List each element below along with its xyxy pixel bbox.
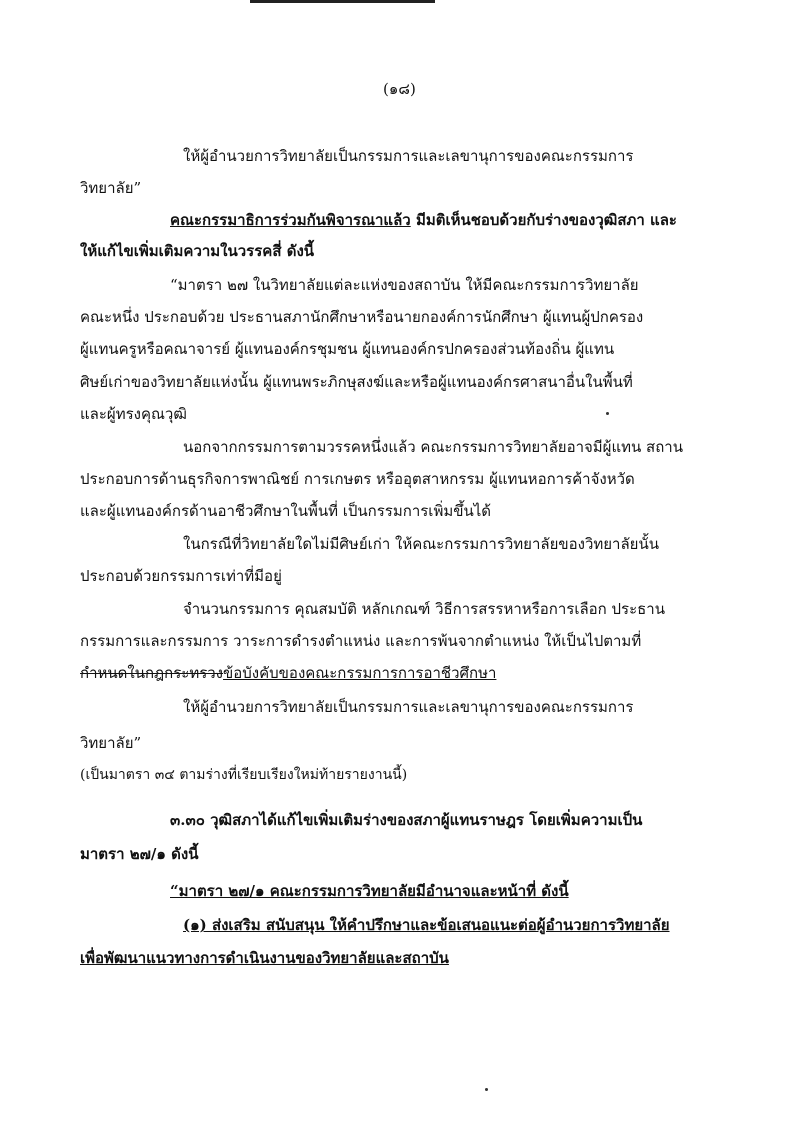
text-line: กรรมการและกรรมการ วาระการดำรงตำแหน่ง และการพ้นจากตำแหน่ง ให้เป็นไปตามที่: [80, 632, 642, 650]
section-heading: ๓.๓๐ วุฒิสภาได้แก้ไขเพิ่มเติมร่างของสภาผู้แทนราษฎร โดยเพิ่มความเป็น: [170, 811, 643, 829]
text-line: และผู้แทนองค์กรด้านอาชีวศึกษาในพื้นที่ เป็นกรรมการเพิ่มขึ้นได้: [80, 502, 492, 520]
speck-mark: [606, 412, 609, 415]
text-line: (๑) ส่งเสริม สนับสนุน ให้คำปรึกษาและข้อเสนอแนะต่อผู้อำนวยการวิทยาลัย: [183, 916, 670, 934]
text-line: วิทยาลัย”: [80, 179, 142, 197]
text-line: “มาตรา ๒๗/๑ คณะกรรมการวิทยาลัยมีอำนาจและหน้าที่ ดังนี้: [170, 882, 569, 900]
text-line: ให้ผู้อำนวยการวิทยาลัยเป็นกรรมการและเลขานุการของคณะกรรมการ: [183, 147, 634, 165]
text-line: [170, 210, 677, 230]
section-heading: มาตรา ๒๗/๑ ดังนี้: [80, 845, 199, 863]
text-line: (เป็นมาตรา ๓๔ ตามร่างที่เรียบเรียงใหม่ท้ายรายงานนี้): [80, 767, 408, 783]
text-line: จำนวนกรรมการ คุณสมบัติ หลักเกณฑ์ วิธีการสรรหาหรือการเลือก ประธาน: [183, 600, 665, 618]
committee-underlined: คณะกรรมาธิการร่วมกันพิจารณาแล้ว: [170, 211, 411, 229]
underlined-text: ข้อบังคับของคณะกรรมการการอาชีวศึกษา: [223, 664, 497, 682]
struck-text: กำหนดในกฎกระทรวง: [80, 664, 224, 682]
text-line: และผู้ทรงคุณวุฒิ: [80, 405, 187, 423]
text-line: เพื่อพัฒนาแนวทางการดำเนินงานของวิทยาลัยและสถาบัน: [80, 949, 449, 967]
text-line: ศิษย์เก่าของวิทยาลัยแห่งนั้น ผู้แทนพระภิกษุสงฆ์และหรือผู้แทนองค์กรศาสนาอื่นในพื้นที่: [80, 373, 633, 391]
page-number: (๑๘): [383, 80, 416, 98]
text-line: วิทยาลัย”: [80, 734, 142, 752]
text-line: ประกอบด้วยกรรมการเท่าที่มีอยู่: [80, 567, 282, 585]
text-line: ผู้แทนครูหรือคณาจารย์ ผู้แทนองค์กรชุมชน ผู้แทนองค์กรปกครองส่วนท้องถิ่น ผู้แทน: [80, 340, 615, 358]
speck-mark: [485, 1088, 488, 1091]
text-line: ประกอบการด้านธุรกิจการพาณิชย์ การเกษตร หรืออุตสาหกรรม ผู้แทนหอการค้าจังหวัด: [80, 470, 635, 488]
committee-rest: มีมติเห็นชอบด้วยกับร่างของวุฒิสภา และ: [410, 211, 677, 229]
text-line: ให้แก้ไขเพิ่มเติมความในวรรคสี่ ดังนี้: [80, 242, 315, 260]
text-line: [80, 663, 496, 683]
text-line: นอกจากกรรมการตามวรรคหนึ่งแล้ว คณะกรรมการวิทยาลัยอาจมีผู้แทน สถาน: [183, 438, 683, 456]
text-line: “มาตรา ๒๗ ในวิทยาลัยแต่ละแห่งของสถาบัน ให้มีคณะกรรมการวิทยาลัย: [170, 276, 639, 294]
text-line: ให้ผู้อำนวยการวิทยาลัยเป็นกรรมการและเลขานุการของคณะกรรมการ: [183, 698, 634, 716]
text-line: คณะหนึ่ง ประกอบด้วย ประธานสภานักศึกษาหรือนายกองค์การนักศึกษา ผู้แทนผู้ปกครอง: [80, 308, 644, 326]
text-line: ในกรณีที่วิทยาลัยใดไม่มีศิษย์เก่า ให้คณะกรรมการวิทยาลัยของวิทยาลัยนั้น: [183, 535, 659, 553]
